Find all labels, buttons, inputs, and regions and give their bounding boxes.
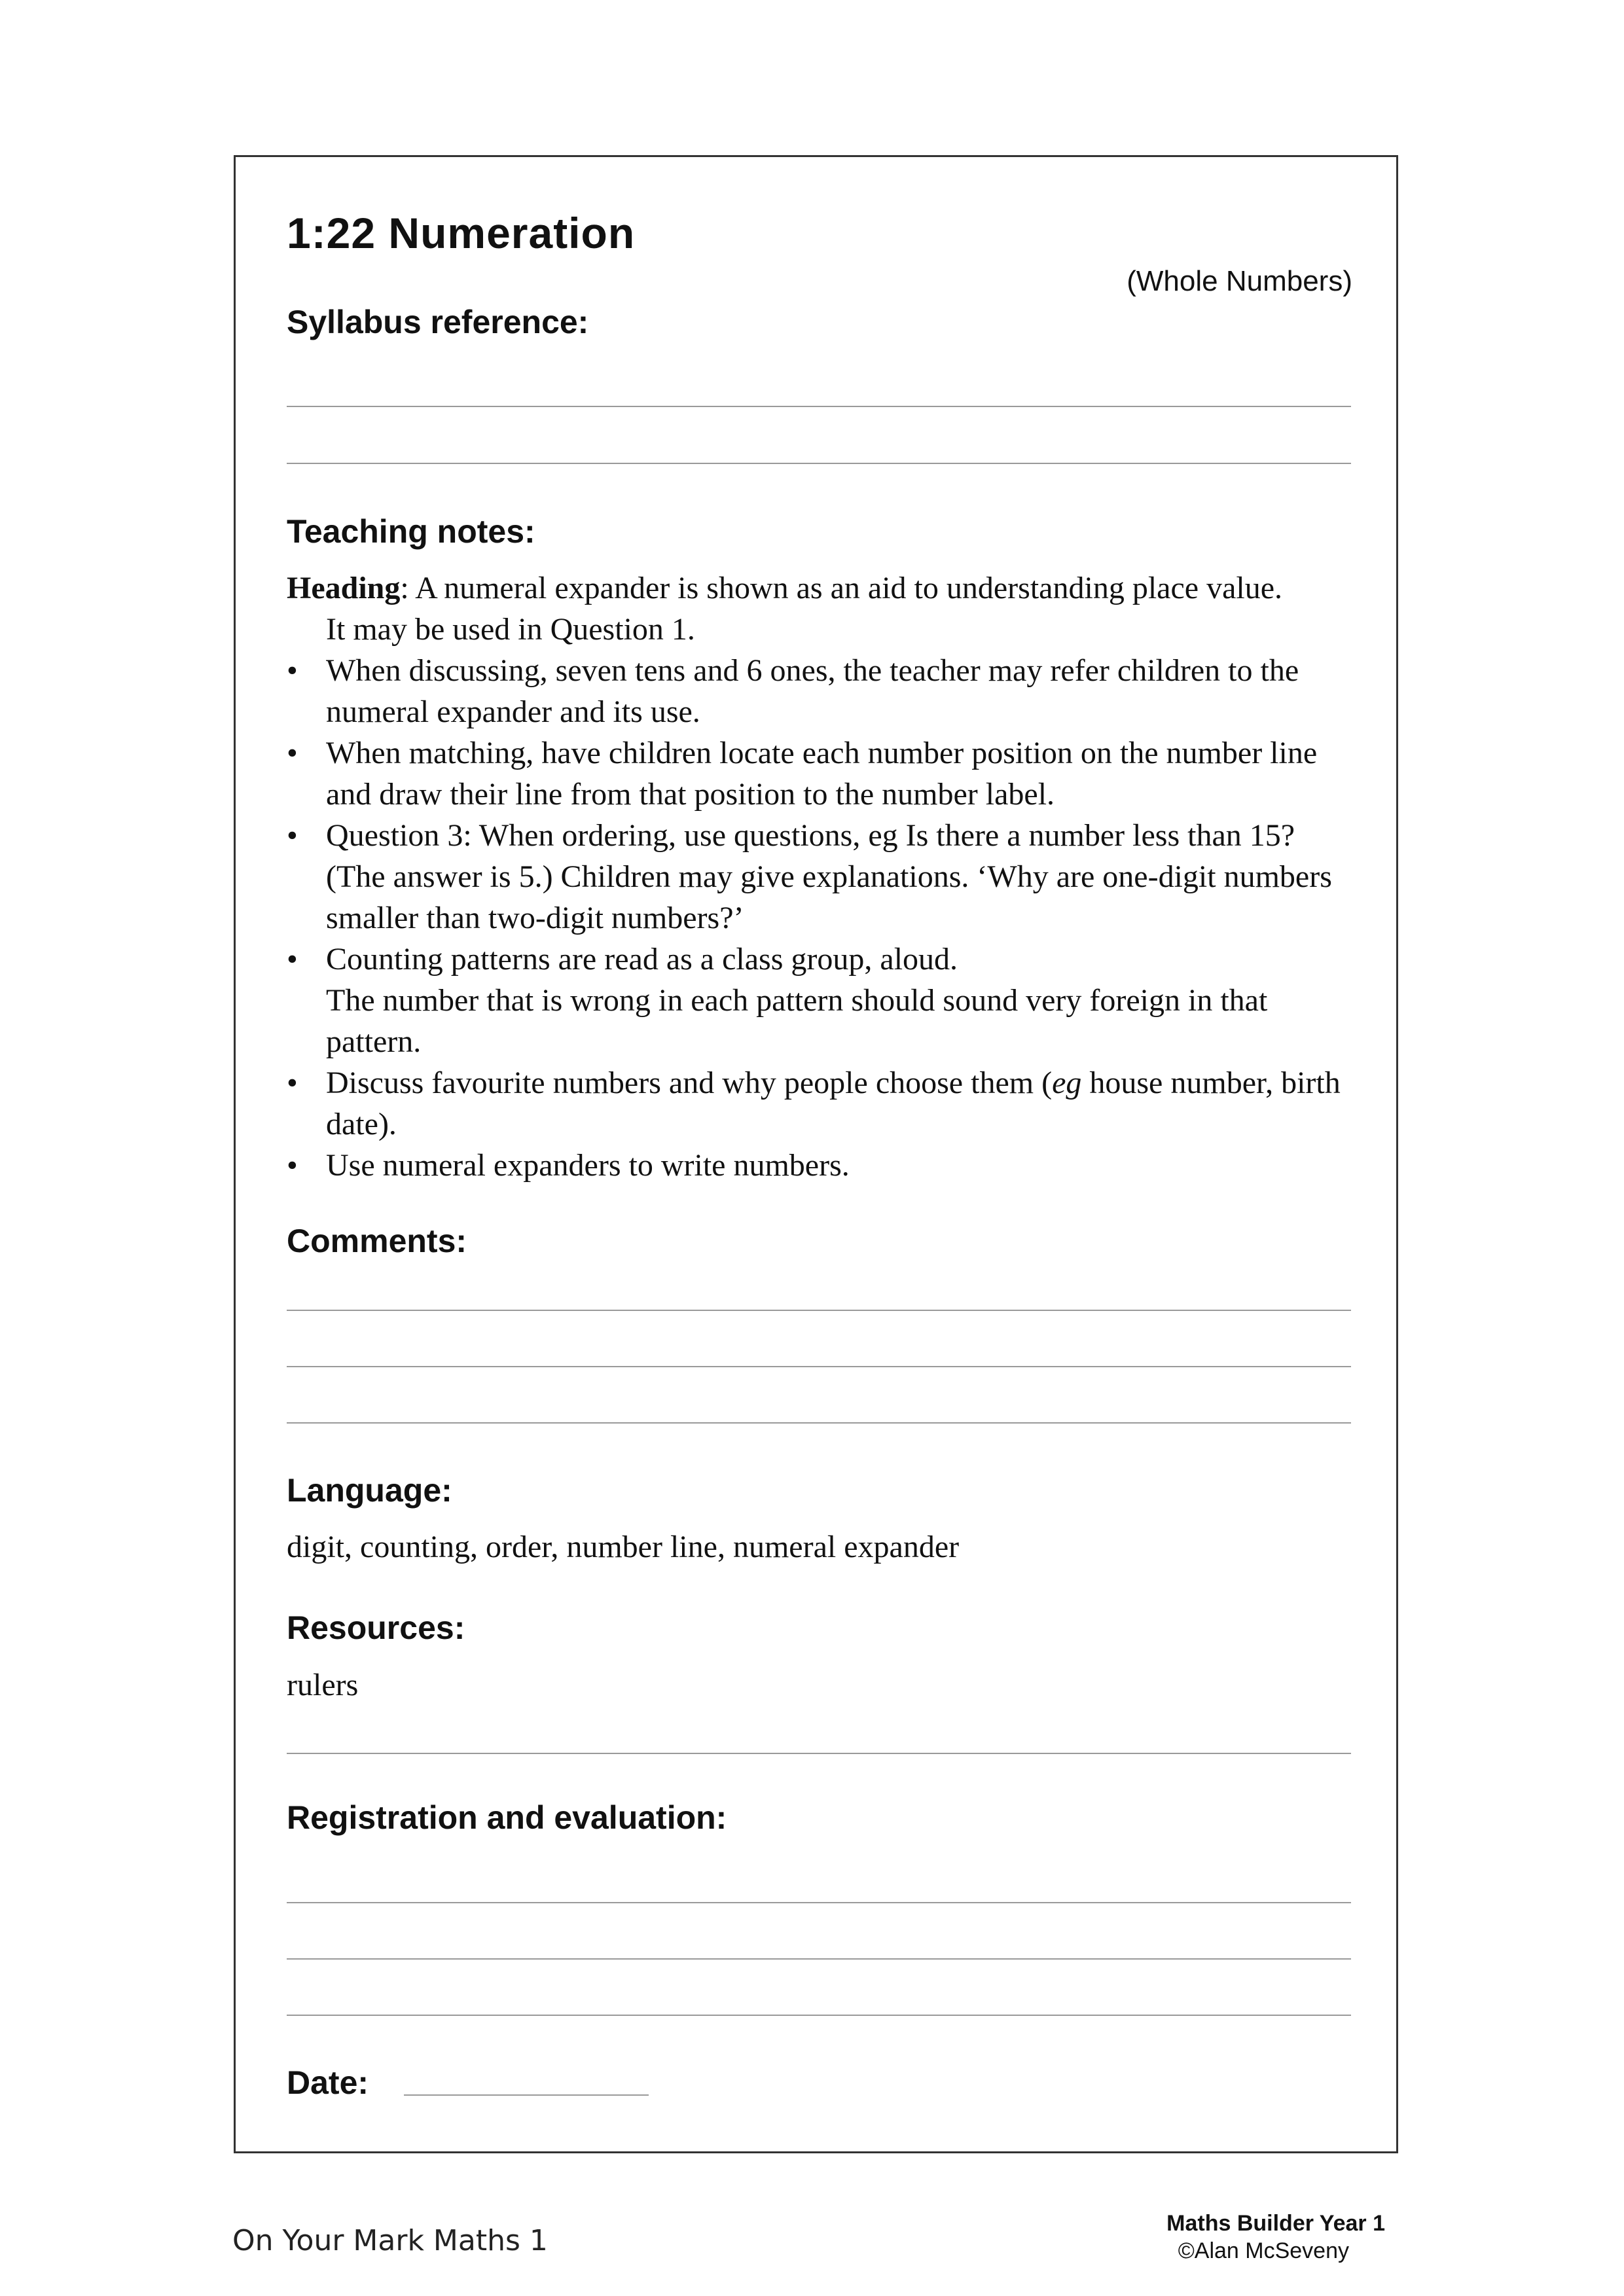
comments-line-3[interactable] xyxy=(287,1422,1351,1424)
bullet: • xyxy=(287,1148,298,1183)
list-item-text: Counting patterns are read as a class group, aloud. xyxy=(326,942,958,977)
bullet: • xyxy=(287,653,298,688)
list-item xyxy=(287,650,1360,732)
date-label: Date: xyxy=(287,2064,369,2101)
resources-line[interactable] xyxy=(287,1753,1351,1754)
language-text: digit, counting, order, number line, numeral expander xyxy=(287,1530,960,1564)
resources-heading: Resources: xyxy=(287,1609,465,1646)
bullet: • xyxy=(287,818,298,853)
list-item xyxy=(287,1145,1360,1186)
list-item-text-continued: The number that is wrong in each pattern should sound very foreign in that pattern. xyxy=(326,983,1268,1059)
notes-list xyxy=(287,650,1360,1186)
page-title: 1:22 Numeration xyxy=(287,209,636,257)
notes-heading-continuation: It may be used in Question 1. xyxy=(326,612,695,647)
notes-heading-label: Heading xyxy=(287,571,401,605)
footer-series-title: On Your Mark Maths 1 xyxy=(232,2224,548,2257)
registration-line-2[interactable] xyxy=(287,1958,1351,1960)
list-item-emphasis: eg xyxy=(1052,1066,1082,1100)
list-item xyxy=(287,732,1360,815)
list-item-text-end: house number, birth date). xyxy=(326,1066,1341,1141)
registration-heading: Registration and evaluation: xyxy=(287,1799,727,1836)
footer-book-title: Maths Builder Year 1 xyxy=(1166,2211,1385,2236)
list-item-text: Discuss favourite numbers and why people choose them ( xyxy=(326,1066,1053,1100)
comments-heading: Comments: xyxy=(287,1223,467,1259)
list-item-text: Question 3: When ordering, use questions, eg Is there a number less than 15? (The answer is 5.) Children may give explanations. ‘Why are one-digit numbers smaller than two-digit numbers?’ xyxy=(326,818,1332,935)
registration-line-3[interactable] xyxy=(287,2015,1351,2016)
date-field-line[interactable] xyxy=(404,2094,649,2096)
list-item xyxy=(287,815,1360,939)
notes-heading-text: : A numeral expander is shown as an aid to understanding place value. xyxy=(400,571,1283,605)
list-item xyxy=(287,939,1360,1062)
bullet: • xyxy=(287,1066,298,1100)
registration-line-1[interactable] xyxy=(287,1902,1351,1903)
notes-heading-paragraph xyxy=(287,567,1360,609)
list-item-text: When discussing, seven tens and 6 ones, the teacher may refer children to the numeral expander and its use. xyxy=(326,653,1299,729)
syllabus-heading: Syllabus reference: xyxy=(287,304,589,340)
page-subtitle: (Whole Numbers) xyxy=(1127,265,1352,297)
syllabus-line-2[interactable] xyxy=(287,463,1351,464)
list-item-text: Use numeral expanders to write numbers. xyxy=(326,1148,850,1183)
footer-copyright: ©Alan McSeveny xyxy=(1178,2238,1349,2263)
teaching-notes-body xyxy=(287,567,1360,1186)
resources-text: rulers xyxy=(287,1668,359,1702)
language-heading: Language: xyxy=(287,1472,452,1509)
bullet: • xyxy=(287,942,298,977)
comments-line-1[interactable] xyxy=(287,1310,1351,1311)
list-item-text: When matching, have children locate each number position on the number line and draw their line from that position to the number label. xyxy=(326,736,1318,812)
bullet: • xyxy=(287,736,298,770)
teaching-notes-heading: Teaching notes: xyxy=(287,513,535,550)
syllabus-line-1[interactable] xyxy=(287,406,1351,407)
comments-line-2[interactable] xyxy=(287,1366,1351,1367)
list-item xyxy=(287,1062,1360,1145)
